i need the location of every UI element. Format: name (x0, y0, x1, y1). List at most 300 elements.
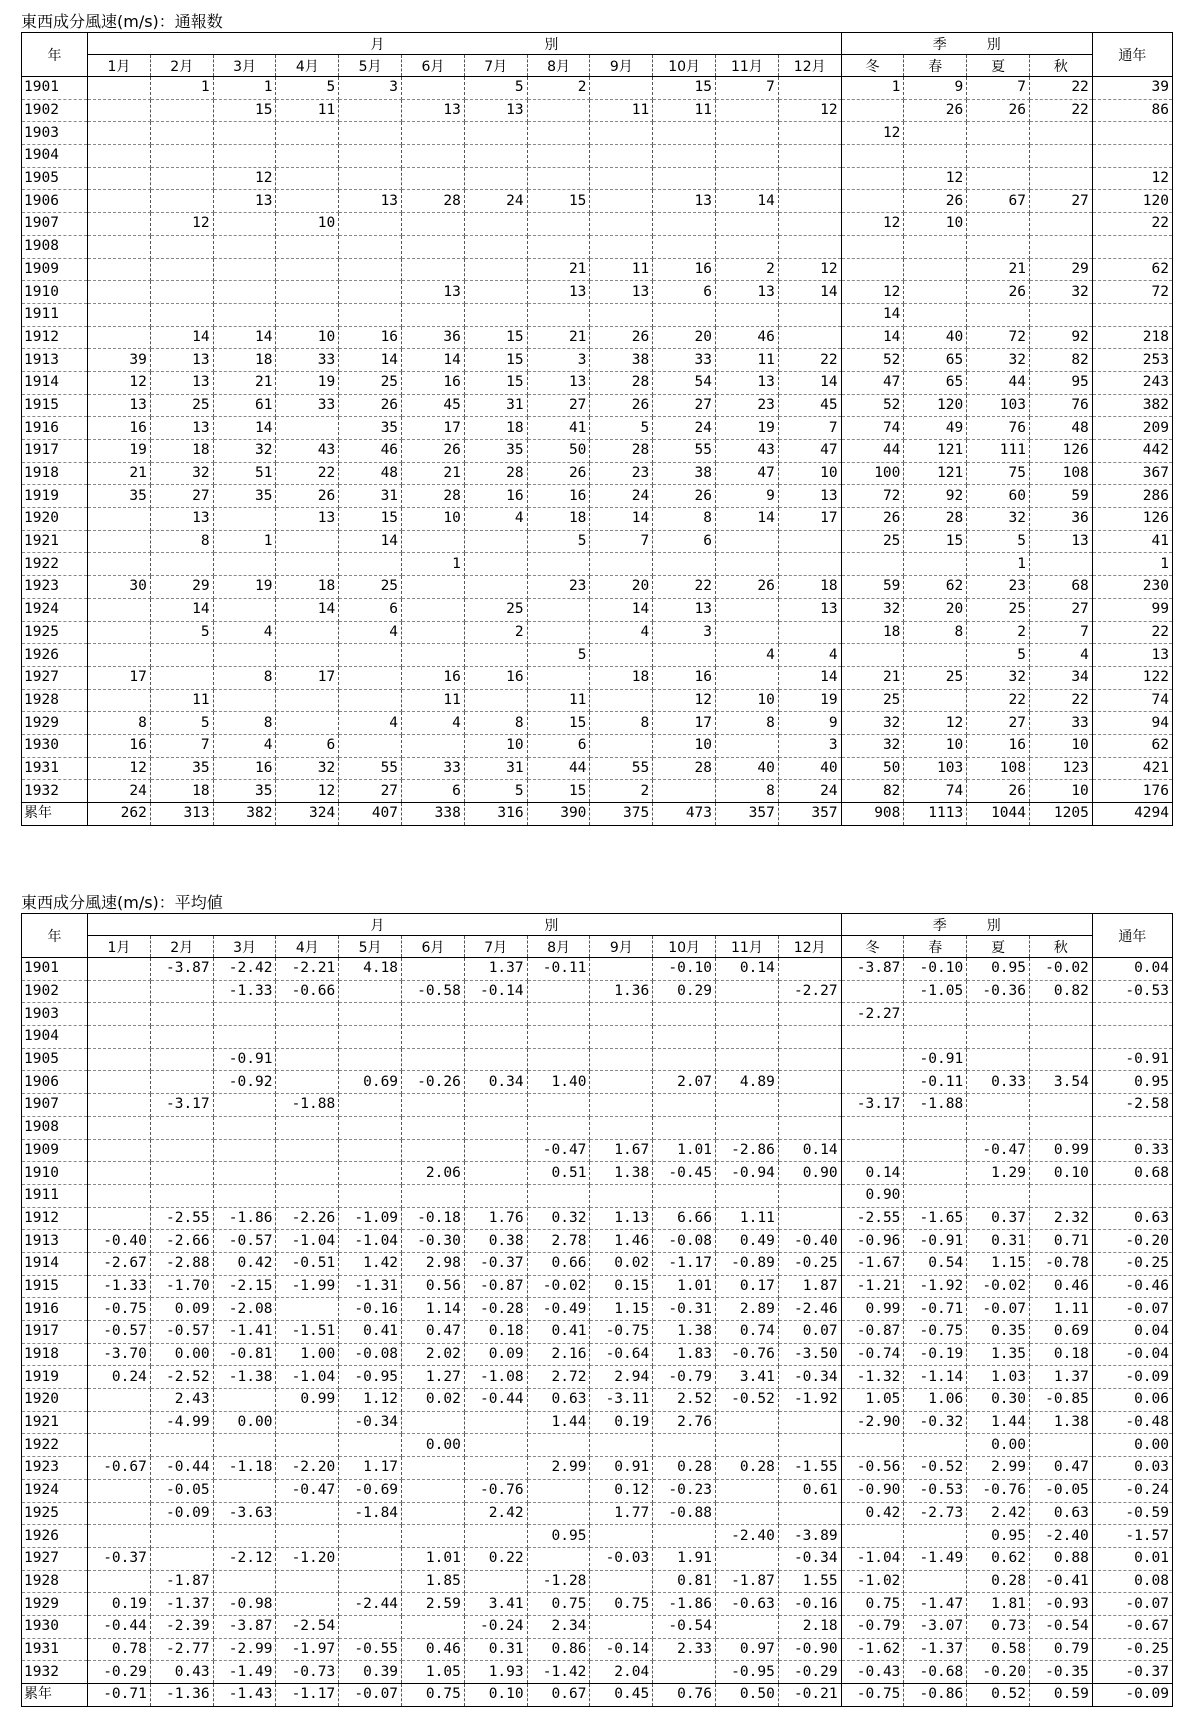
value-cell: 27 (1030, 598, 1093, 621)
total-cell: 0.76 (653, 1684, 716, 1707)
value-cell: 26 (841, 508, 904, 531)
value-cell (402, 1457, 465, 1480)
value-cell: 209 (1092, 417, 1172, 440)
value-cell: 13 (402, 99, 465, 122)
value-cell: 15 (464, 349, 527, 372)
total-row (22, 1684, 1173, 1707)
value-cell: 25 (904, 666, 967, 689)
value-cell (527, 235, 590, 258)
table-row (22, 145, 1173, 168)
table-row (22, 530, 1173, 553)
value-cell (778, 1411, 841, 1434)
value-cell (967, 145, 1030, 168)
value-cell (904, 122, 967, 145)
value-cell (590, 303, 653, 326)
value-cell: 0.63 (527, 1389, 590, 1412)
value-cell: 2.04 (590, 1661, 653, 1684)
value-cell (150, 281, 213, 304)
table-row (22, 1184, 1173, 1207)
means-table (21, 913, 1173, 1707)
value-cell (841, 99, 904, 122)
value-cell (653, 553, 716, 576)
value-cell: -0.76 (464, 1479, 527, 1502)
value-cell: 0.28 (653, 1457, 716, 1480)
year-cell: 1929 (22, 712, 88, 735)
value-cell: 16 (464, 666, 527, 689)
table-row (22, 1003, 1173, 1026)
value-cell: 230 (1092, 576, 1172, 599)
year-cell: 1916 (22, 417, 88, 440)
value-cell: 32 (967, 508, 1030, 531)
value-cell: 35 (213, 780, 276, 803)
value-cell (590, 1184, 653, 1207)
value-cell: 0.75 (590, 1593, 653, 1616)
value-cell: 17 (778, 508, 841, 531)
value-cell (527, 980, 590, 1003)
value-cell (402, 213, 465, 236)
value-cell (590, 644, 653, 667)
value-cell: 12 (841, 213, 904, 236)
value-cell (590, 1116, 653, 1139)
value-cell: 6 (339, 598, 402, 621)
value-cell: -2.44 (339, 1593, 402, 1616)
value-cell: -3.07 (904, 1615, 967, 1638)
value-cell: -1.04 (276, 1366, 339, 1389)
value-cell: 123 (1030, 757, 1093, 780)
value-cell: -1.70 (150, 1275, 213, 1298)
value-cell: -0.24 (1092, 1479, 1172, 1502)
value-cell: 0.24 (88, 1366, 151, 1389)
value-cell (1092, 1026, 1172, 1049)
value-cell: 4 (213, 621, 276, 644)
table-row (22, 1048, 1173, 1071)
value-cell: -0.57 (88, 1321, 151, 1344)
value-cell: 24 (88, 780, 151, 803)
total-cell: 0.10 (464, 1684, 527, 1707)
value-cell (1030, 1003, 1093, 1026)
value-cell: -0.29 (778, 1661, 841, 1684)
value-cell: 0.58 (967, 1638, 1030, 1661)
value-cell: 43 (716, 440, 779, 463)
table-row (22, 1502, 1173, 1525)
year-cell: 1912 (22, 326, 88, 349)
value-cell (213, 1479, 276, 1502)
value-cell: 2.42 (464, 1502, 527, 1525)
value-cell: 0.46 (402, 1638, 465, 1661)
value-cell: 2.32 (1030, 1207, 1093, 1230)
value-cell: -0.87 (841, 1321, 904, 1344)
table-row (22, 780, 1173, 803)
value-cell: 14 (716, 508, 779, 531)
value-cell: 46 (339, 440, 402, 463)
value-cell: 55 (590, 757, 653, 780)
year-cell: 1901 (22, 958, 88, 981)
value-cell: 1.93 (464, 1661, 527, 1684)
value-cell: -0.79 (841, 1615, 904, 1638)
value-cell (653, 167, 716, 190)
value-cell (402, 77, 465, 100)
value-cell: 24 (464, 190, 527, 213)
value-cell (464, 644, 527, 667)
header-row-columns (22, 55, 1173, 77)
total-cell: 1044 (967, 803, 1030, 826)
value-cell: 103 (904, 757, 967, 780)
value-cell: -1.08 (464, 1366, 527, 1389)
year-cell: 1905 (22, 167, 88, 190)
value-cell (653, 213, 716, 236)
value-cell: 94 (1092, 712, 1172, 735)
value-cell: 32 (841, 712, 904, 735)
value-cell (150, 1139, 213, 1162)
value-cell (590, 1525, 653, 1548)
value-cell (653, 780, 716, 803)
value-cell: 1.06 (904, 1389, 967, 1412)
value-cell (716, 235, 779, 258)
value-cell: -0.36 (967, 980, 1030, 1003)
value-cell (339, 1615, 402, 1638)
year-cell: 1903 (22, 122, 88, 145)
year-cell: 1926 (22, 644, 88, 667)
year-cell: 1920 (22, 508, 88, 531)
value-cell (590, 77, 653, 100)
value-cell (339, 1162, 402, 1185)
value-cell: 25 (339, 371, 402, 394)
table-row (22, 1343, 1173, 1366)
value-cell (778, 1434, 841, 1457)
value-cell: 28 (653, 757, 716, 780)
value-cell: 2.98 (402, 1252, 465, 1275)
value-cell: -0.44 (464, 1389, 527, 1412)
value-cell (150, 1525, 213, 1548)
value-cell: -0.64 (590, 1343, 653, 1366)
value-cell: 13 (653, 598, 716, 621)
value-cell: -2.99 (213, 1638, 276, 1661)
value-cell (1030, 303, 1093, 326)
value-cell: 103 (967, 394, 1030, 417)
month-header: 5月 (339, 936, 402, 958)
value-cell: -0.11 (904, 1071, 967, 1094)
value-cell: -0.40 (778, 1230, 841, 1253)
table-row (22, 1116, 1173, 1139)
value-cell (464, 1162, 527, 1185)
year-cell: 1928 (22, 1570, 88, 1593)
value-cell (339, 1026, 402, 1049)
value-cell: 7 (590, 530, 653, 553)
value-cell: 39 (1092, 77, 1172, 100)
value-cell (841, 1048, 904, 1071)
value-cell (276, 712, 339, 735)
value-cell: -1.32 (841, 1366, 904, 1389)
value-cell: -1.49 (213, 1661, 276, 1684)
value-cell (967, 303, 1030, 326)
value-cell (464, 1434, 527, 1457)
value-cell: 126 (1030, 440, 1093, 463)
table-row (22, 485, 1173, 508)
value-cell: 10 (464, 734, 527, 757)
value-cell: 15 (527, 712, 590, 735)
value-cell: -0.79 (653, 1366, 716, 1389)
value-cell: -0.10 (904, 958, 967, 981)
value-cell: 0.34 (464, 1071, 527, 1094)
value-cell: -1.20 (276, 1547, 339, 1570)
value-cell: 0.33 (967, 1071, 1030, 1094)
year-cell: 1911 (22, 303, 88, 326)
month-group-label-2: 別 (544, 36, 559, 53)
value-cell (150, 1116, 213, 1139)
value-cell: -0.46 (1092, 1275, 1172, 1298)
value-cell: 7 (967, 77, 1030, 100)
value-cell (88, 1479, 151, 1502)
value-cell (464, 235, 527, 258)
table-row (22, 99, 1173, 122)
value-cell (590, 1615, 653, 1638)
value-cell: -0.47 (967, 1139, 1030, 1162)
value-cell: -0.53 (1092, 980, 1172, 1003)
table-row (22, 1593, 1173, 1616)
value-cell: 120 (904, 394, 967, 417)
value-cell (1092, 1184, 1172, 1207)
value-cell: 8 (590, 712, 653, 735)
value-cell: 12 (841, 122, 904, 145)
value-cell (339, 1525, 402, 1548)
value-cell: -1.37 (150, 1593, 213, 1616)
value-cell: 26 (716, 576, 779, 599)
value-cell: 1.40 (527, 1071, 590, 1094)
value-cell (716, 1026, 779, 1049)
value-cell (88, 689, 151, 712)
value-cell: 11 (653, 99, 716, 122)
month-header: 8月 (527, 936, 590, 958)
value-cell: -0.02 (527, 1275, 590, 1298)
value-cell: -0.25 (1092, 1638, 1172, 1661)
value-cell: -0.78 (1030, 1252, 1093, 1275)
value-cell: -0.20 (1092, 1230, 1172, 1253)
value-cell (841, 980, 904, 1003)
value-cell (778, 1502, 841, 1525)
value-cell: 1.38 (590, 1162, 653, 1185)
value-cell: 5 (464, 77, 527, 100)
value-cell: 2 (590, 780, 653, 803)
value-cell (402, 122, 465, 145)
month-header: 1月 (88, 936, 151, 958)
value-cell: 15 (339, 508, 402, 531)
value-cell: -0.69 (339, 1479, 402, 1502)
value-cell (339, 1048, 402, 1071)
value-cell: 11 (590, 258, 653, 281)
value-cell (527, 303, 590, 326)
value-cell: -0.20 (967, 1661, 1030, 1684)
table-row (22, 1094, 1173, 1117)
value-cell: -1.57 (1092, 1525, 1172, 1548)
value-cell: 4 (716, 644, 779, 667)
value-cell (88, 1094, 151, 1117)
value-cell: -1.49 (904, 1547, 967, 1570)
value-cell (1030, 167, 1093, 190)
value-cell: 13 (1030, 530, 1093, 553)
value-cell (276, 190, 339, 213)
value-cell: 6.66 (653, 1207, 716, 1230)
value-cell: -2.12 (213, 1547, 276, 1570)
value-cell (778, 1071, 841, 1094)
value-cell (88, 598, 151, 621)
value-cell: 1.12 (339, 1389, 402, 1412)
value-cell (276, 258, 339, 281)
value-cell: 12 (1092, 167, 1172, 190)
value-cell: 13 (150, 508, 213, 531)
value-cell: 1.44 (967, 1411, 1030, 1434)
value-cell: -2.20 (276, 1457, 339, 1480)
value-cell: 22 (653, 576, 716, 599)
year-cell: 1914 (22, 371, 88, 394)
value-cell: 27 (967, 712, 1030, 735)
value-cell (1092, 235, 1172, 258)
year-cell: 1909 (22, 1139, 88, 1162)
value-cell: -0.96 (841, 1230, 904, 1253)
value-cell: 21 (402, 462, 465, 485)
total-cell: 407 (339, 803, 402, 826)
value-cell (150, 1071, 213, 1094)
value-cell: -0.49 (527, 1298, 590, 1321)
value-cell: -0.47 (527, 1139, 590, 1162)
value-cell: 16 (213, 757, 276, 780)
value-cell: 23 (967, 576, 1030, 599)
value-cell (778, 167, 841, 190)
value-cell (276, 1162, 339, 1185)
value-cell: 26 (276, 485, 339, 508)
value-cell: -1.04 (841, 1547, 904, 1570)
value-cell: 59 (841, 576, 904, 599)
value-cell: 3 (778, 734, 841, 757)
value-cell: -0.09 (150, 1502, 213, 1525)
value-cell: 19 (88, 440, 151, 463)
value-cell: 0.18 (464, 1321, 527, 1344)
total-cell: 316 (464, 803, 527, 826)
total-cell: 313 (150, 803, 213, 826)
value-cell (527, 1547, 590, 1570)
value-cell: 32 (276, 757, 339, 780)
value-cell (778, 122, 841, 145)
table-row (22, 1298, 1173, 1321)
value-cell: -0.85 (1030, 1389, 1093, 1412)
value-cell: 0.95 (1092, 1071, 1172, 1094)
value-cell: -1.67 (841, 1252, 904, 1275)
value-cell: 0.79 (1030, 1638, 1093, 1661)
value-cell (339, 734, 402, 757)
value-cell: 0.47 (1030, 1457, 1093, 1480)
value-cell: -0.67 (88, 1457, 151, 1480)
value-cell: 14 (276, 598, 339, 621)
value-cell: 62 (1092, 258, 1172, 281)
value-cell (778, 958, 841, 981)
value-cell: 0.28 (967, 1570, 1030, 1593)
value-cell: 2.16 (527, 1343, 590, 1366)
year-cell: 1926 (22, 1525, 88, 1548)
value-cell: -0.24 (464, 1615, 527, 1638)
value-cell (590, 734, 653, 757)
month-header: 10月 (653, 55, 716, 77)
value-cell: 2.78 (527, 1230, 590, 1253)
value-cell (778, 213, 841, 236)
value-cell (213, 553, 276, 576)
value-cell (653, 145, 716, 168)
value-cell (841, 1139, 904, 1162)
value-cell: 0.29 (653, 980, 716, 1003)
year-cell: 1911 (22, 1184, 88, 1207)
year-cell: 1915 (22, 1275, 88, 1298)
value-cell (841, 1071, 904, 1094)
value-cell: 12 (276, 780, 339, 803)
value-cell (402, 1525, 465, 1548)
value-cell (150, 1162, 213, 1185)
value-cell: 21 (213, 371, 276, 394)
value-cell: 13 (150, 371, 213, 394)
value-cell: 16 (402, 666, 465, 689)
season-group-header (841, 33, 1092, 55)
table-row (22, 553, 1173, 576)
value-cell (88, 508, 151, 531)
value-cell (778, 1003, 841, 1026)
value-cell: -0.04 (1092, 1343, 1172, 1366)
value-cell (402, 644, 465, 667)
value-cell: -2.27 (778, 980, 841, 1003)
total-cell: 1113 (904, 803, 967, 826)
value-cell (276, 1048, 339, 1071)
season-group-label: 季 (932, 36, 947, 53)
value-cell: -0.75 (590, 1321, 653, 1344)
value-cell: 6 (653, 530, 716, 553)
value-cell: 0.41 (339, 1321, 402, 1344)
value-cell (716, 598, 779, 621)
value-cell: 0.95 (967, 958, 1030, 981)
value-cell: 0.99 (841, 1298, 904, 1321)
value-cell: 3 (653, 621, 716, 644)
value-cell (904, 235, 967, 258)
value-cell (276, 281, 339, 304)
value-cell: 6 (276, 734, 339, 757)
table-row (22, 1411, 1173, 1434)
value-cell (150, 553, 213, 576)
value-cell (778, 1184, 841, 1207)
value-cell: 27 (527, 394, 590, 417)
value-cell: 60 (967, 485, 1030, 508)
value-cell: 14 (339, 530, 402, 553)
total-cell: 0.59 (1030, 1684, 1093, 1707)
year-cell: 1917 (22, 440, 88, 463)
value-cell: 0.09 (150, 1298, 213, 1321)
total-cell: -0.86 (904, 1684, 967, 1707)
value-cell: 12 (778, 99, 841, 122)
value-cell (464, 281, 527, 304)
value-cell (339, 303, 402, 326)
total-cell: 0.50 (716, 1684, 779, 1707)
year-cell: 1910 (22, 281, 88, 304)
value-cell (150, 190, 213, 213)
value-cell (716, 1094, 779, 1117)
value-cell: 0.73 (967, 1615, 1030, 1638)
value-cell (590, 958, 653, 981)
value-cell: 3 (527, 349, 590, 372)
value-cell (276, 303, 339, 326)
counts-section (21, 12, 1173, 826)
value-cell: -2.55 (841, 1207, 904, 1230)
value-cell: 27 (150, 485, 213, 508)
value-cell (402, 734, 465, 757)
value-cell: 16 (653, 666, 716, 689)
value-cell (213, 689, 276, 712)
value-cell: 1.01 (653, 1139, 716, 1162)
season-group-label-2: 別 (986, 36, 1001, 53)
value-cell: 16 (88, 734, 151, 757)
